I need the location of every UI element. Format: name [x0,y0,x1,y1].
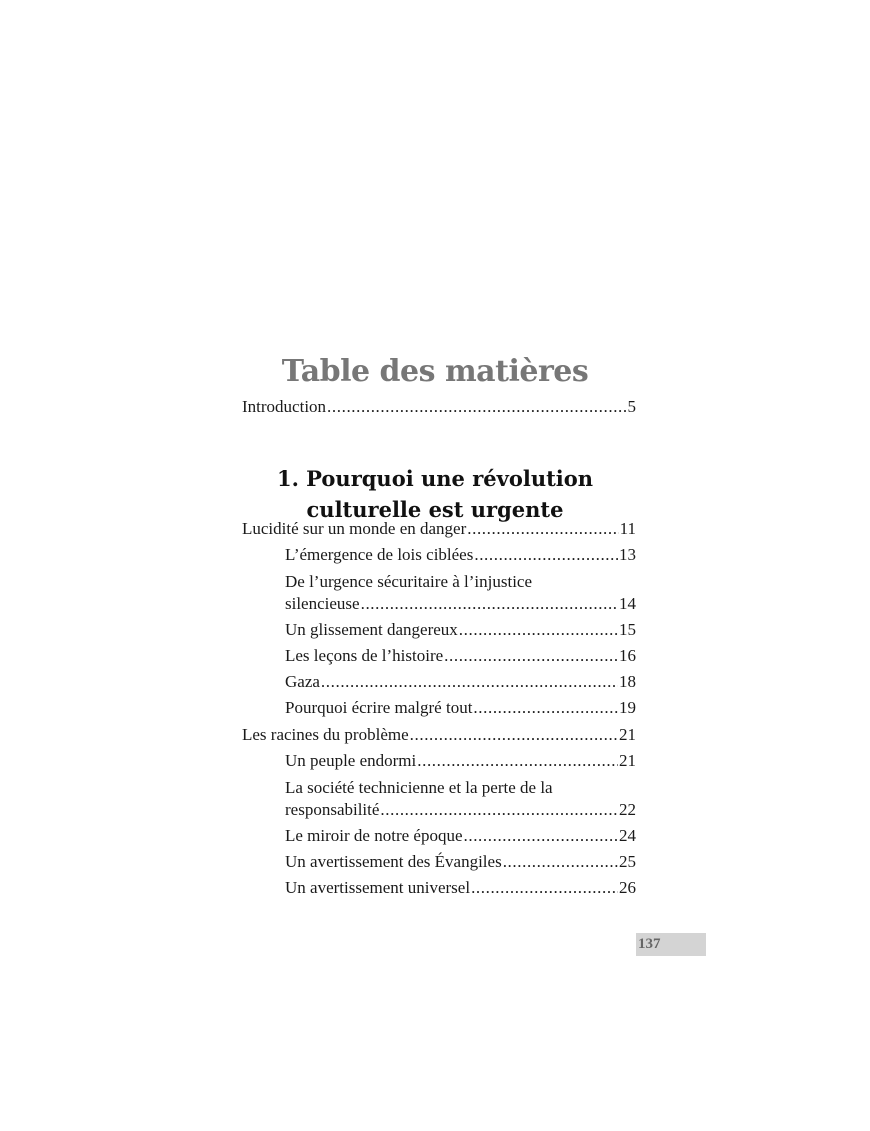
page-title: Table des matières [281,354,589,390]
toc-entry-label: Le miroir de notre époque [285,826,463,845]
page-number: 137 [638,936,661,952]
toc-entry-label: Un peuple endormi [285,751,417,770]
dot-leader [417,750,618,772]
dot-leader [503,851,618,873]
dot-leader [444,645,618,667]
toc-entry-page: 19 [619,698,636,717]
toc-entry-subsection[interactable] [285,645,636,667]
dot-leader [474,544,618,566]
toc-entry-label: Lucidité sur un monde en danger [242,519,467,538]
dot-leader [327,396,626,418]
dot-leader [380,799,618,821]
toc-entry-subsection[interactable] [285,671,636,693]
toc-entry-page: 21 [619,725,636,744]
toc-entry-page: 13 [619,545,636,564]
chapter-heading-line: culturelle est urgente [306,497,564,523]
toc-entry-label: Un glissement dangereux [285,620,458,639]
toc-entry-subsection[interactable] [285,571,636,615]
toc-entry-label-line: La société technicienne et la perte de la [285,778,553,797]
dot-leader [459,619,618,641]
toc-entry-page: 24 [619,826,636,845]
toc-entry-page: 15 [619,620,636,639]
toc-entry-label: Les racines du problème [242,725,409,744]
dot-leader [473,697,618,719]
toc-entry-page: 11 [619,519,636,538]
toc-entry-page: 21 [619,751,636,770]
toc-entry-page: 16 [619,646,636,665]
toc-entry-label: Un avertissement des Évangiles [285,852,502,871]
toc-entry-label: L’émergence de lois ciblées [285,545,474,564]
toc-entry-subsection[interactable] [285,544,636,566]
toc-entry-label: Un avertissement universel [285,878,471,897]
toc-entry-label: responsabilité [285,800,380,819]
toc-entry-label: Les leçons de l’histoire [285,646,444,665]
toc-entry-introduction[interactable] [242,396,636,418]
toc-entry-subsection[interactable] [285,750,636,772]
page-number-box [636,933,706,956]
toc-entry-page: 25 [619,852,636,871]
toc-entry-page: 5 [627,397,636,416]
toc-entry-subsection[interactable] [285,851,636,873]
toc-entry-page: 18 [619,672,636,691]
toc-entry-page: 22 [619,800,636,819]
dot-leader [321,671,618,693]
toc-entry-subsection[interactable] [285,777,636,821]
dot-leader [464,825,619,847]
toc-entry-subsection[interactable] [285,825,636,847]
toc-entry-label-line: De l’urgence sécuritaire à l’injustice [285,572,533,591]
toc-entry-label: Introduction [242,397,327,416]
dot-leader [471,877,618,899]
chapter-heading-line: 1. Pourquoi une révolution [276,466,594,492]
toc-entry-page: 14 [619,594,636,613]
dot-leader [410,724,618,746]
toc-entry-subsection[interactable] [285,619,636,641]
dot-leader [361,593,618,615]
toc-entry-section[interactable] [242,724,636,746]
toc-entry-label: Pourquoi écrire malgré tout [285,698,473,717]
toc-entry-page: 26 [619,878,636,897]
chapter-heading [0,463,870,525]
toc-entry-label: Gaza [285,672,320,691]
toc-entry-label: silencieuse [285,594,360,613]
toc-entry-subsection[interactable] [285,877,636,899]
toc-entry-subsection[interactable] [285,697,636,719]
